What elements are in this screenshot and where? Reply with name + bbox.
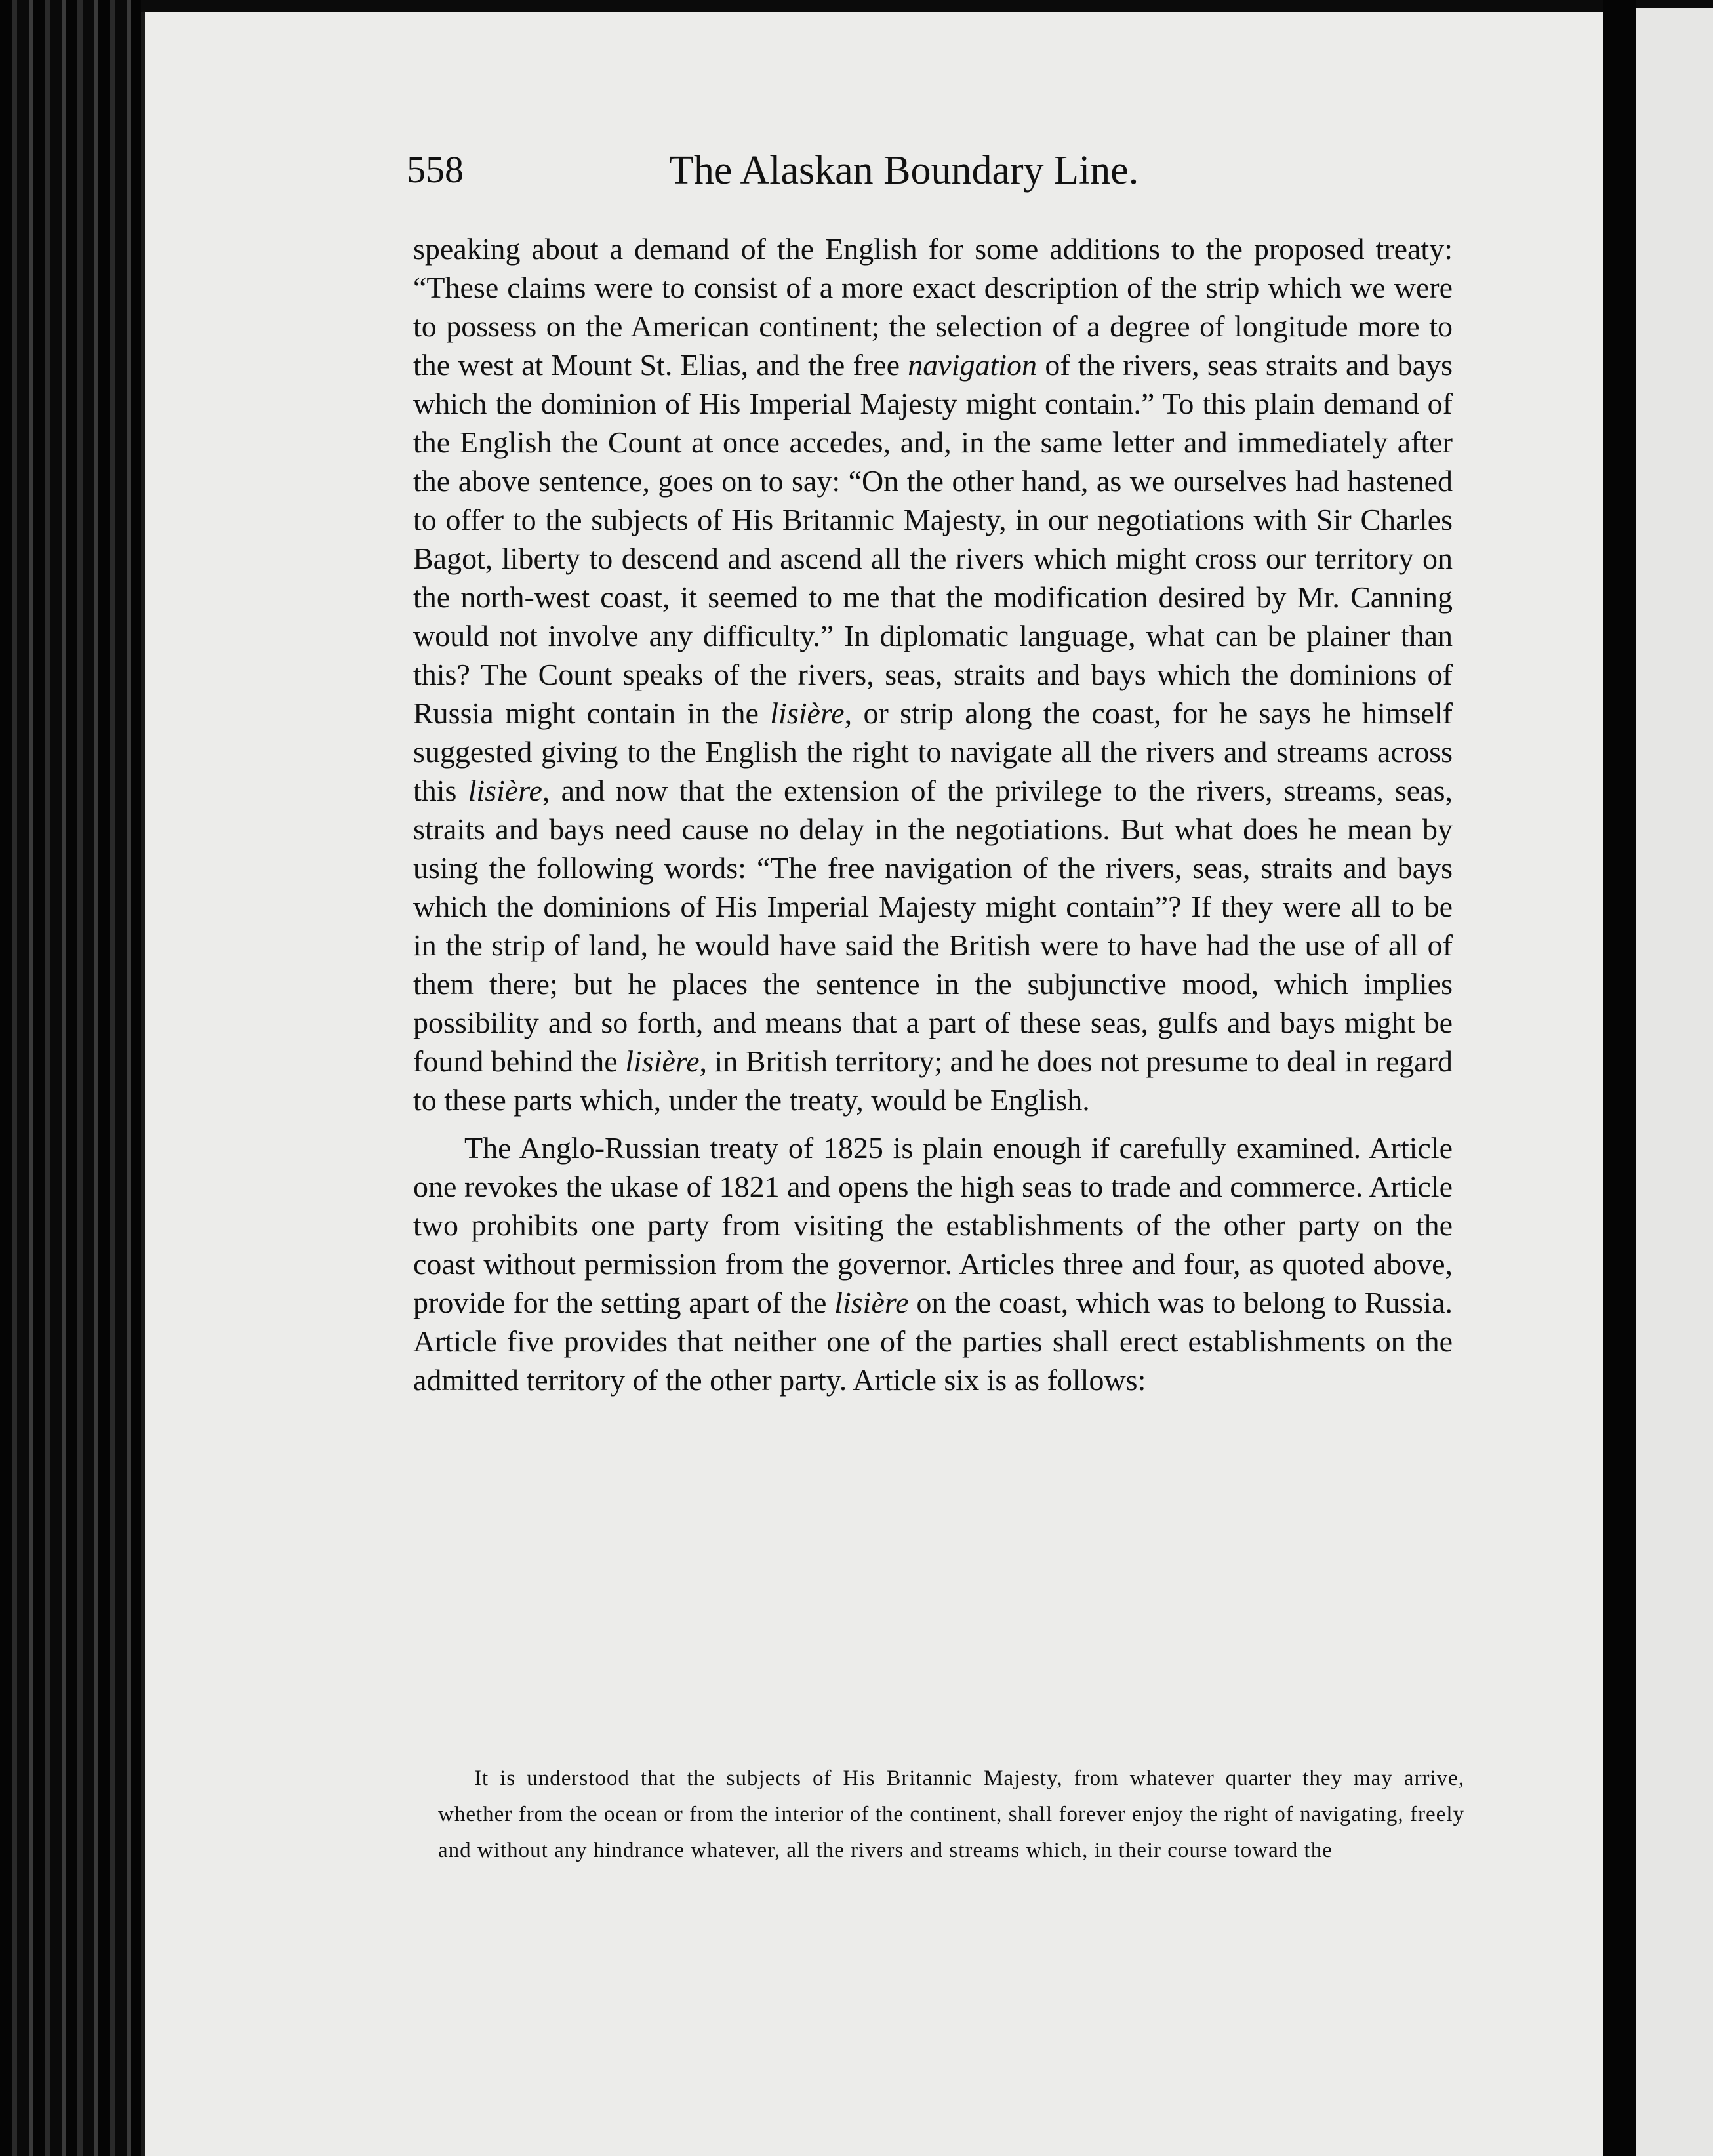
- paragraph-2-text-2: on the coast, which was to belong to Russia. Article five provides that neither one of the parties shall erect establishments on the admitted territory of the other party. Article six is as follows:: [413, 1286, 1453, 1397]
- page-header: [407, 148, 1476, 220]
- facing-page-edge: [1636, 8, 1713, 2156]
- paragraph-1-emphasis-2: lisière: [770, 696, 845, 730]
- paragraph-1-emphasis-3: lisière: [468, 774, 542, 807]
- book-spine: [0, 0, 141, 2156]
- paragraph-1-text-4: , and now that the extension of the privilege to the rivers, streams, seas, straits and bays need cause no delay in the negotiations. But what does he mean by using the following words: “The free navigation of the rivers, seas, straits and bays which the dominions of His Imperial Majesty might contain”? If they were all to be in the strip of land, he would have said the British were to have had the use of all of them there; but he places the sentence in the subjunctive mood, which implies possibility and so forth, and means that a part of these seas, gulfs and bays might be found behind the: [413, 774, 1453, 1078]
- running-title: The Alaskan Boundary Line.: [669, 148, 1139, 193]
- paragraph-1-text-3: , or strip along the coast, for he says he himself suggested giving to the English the right to navigate all the rivers and streams across this: [413, 696, 1453, 807]
- page-gutter: [1603, 0, 1636, 2156]
- paragraph-1-text-5: , in British territory; and he does not presume to deal in regard to these parts which, under the treaty, would be English.: [413, 1045, 1453, 1117]
- paragraph-2-text-1: The Anglo-Russian treaty of 1825 is plain enough if carefully examined. Article one revokes the ukase of 1821 and opens the high seas to trade and commerce. Article two prohibits one party from visiting the establishments of the other party on the coast without permission from the governor. Articles three and four, as quoted above, provide for the setting apart of the: [413, 1131, 1453, 1319]
- paragraph-1-emphasis-4: lisière: [625, 1045, 700, 1078]
- paragraph-1-emphasis-1: navigation: [908, 348, 1038, 382]
- page-number: 558: [407, 148, 464, 191]
- block-quote: It is understood that the subjects of His Britannic Majesty, from whatever quarter they may arrive, whether from the ocean or from the interior of the continent, shall forever enjoy the right of navigating, freely and without any hindrance whatever, all the rivers and streams which, in their course toward the: [438, 1767, 1464, 1862]
- paragraph-1-text-1: speaking about a demand of the English for some additions to the proposed treaty: “These claims were to consist of a more exact description of the strip which we were to possess on the American continent; the selection of a degree of longitude more to the west at Mount St. Elias, and the free: [413, 232, 1453, 382]
- paragraph-2-emphasis-1: lisière: [834, 1286, 909, 1319]
- paragraph-1: [413, 230, 1453, 1119]
- body-text: [413, 230, 1453, 1399]
- paragraph-1-text-2: of the rivers, seas straits and bays which the dominion of His Imperial Majesty might contain.” To this plain demand of the English the Count at once accedes, and, in the same letter and immediately after the above sentence, goes on to say: “On the other hand, as we ourselves had hastened to offer to the subjects of His Britannic Majesty, in our negotiations with Sir Charles Bagot, liberty to descend and ascend all the rivers which might cross our territory on the north-west coast, it seemed to me that the modification desired by Mr. Canning would not involve any difficulty.” In diplomatic language, what can be plainer than this? The Count speaks of the rivers, seas, straits and bays which the dominions of Russia might contain in the: [413, 348, 1453, 730]
- paragraph-2: [413, 1128, 1453, 1399]
